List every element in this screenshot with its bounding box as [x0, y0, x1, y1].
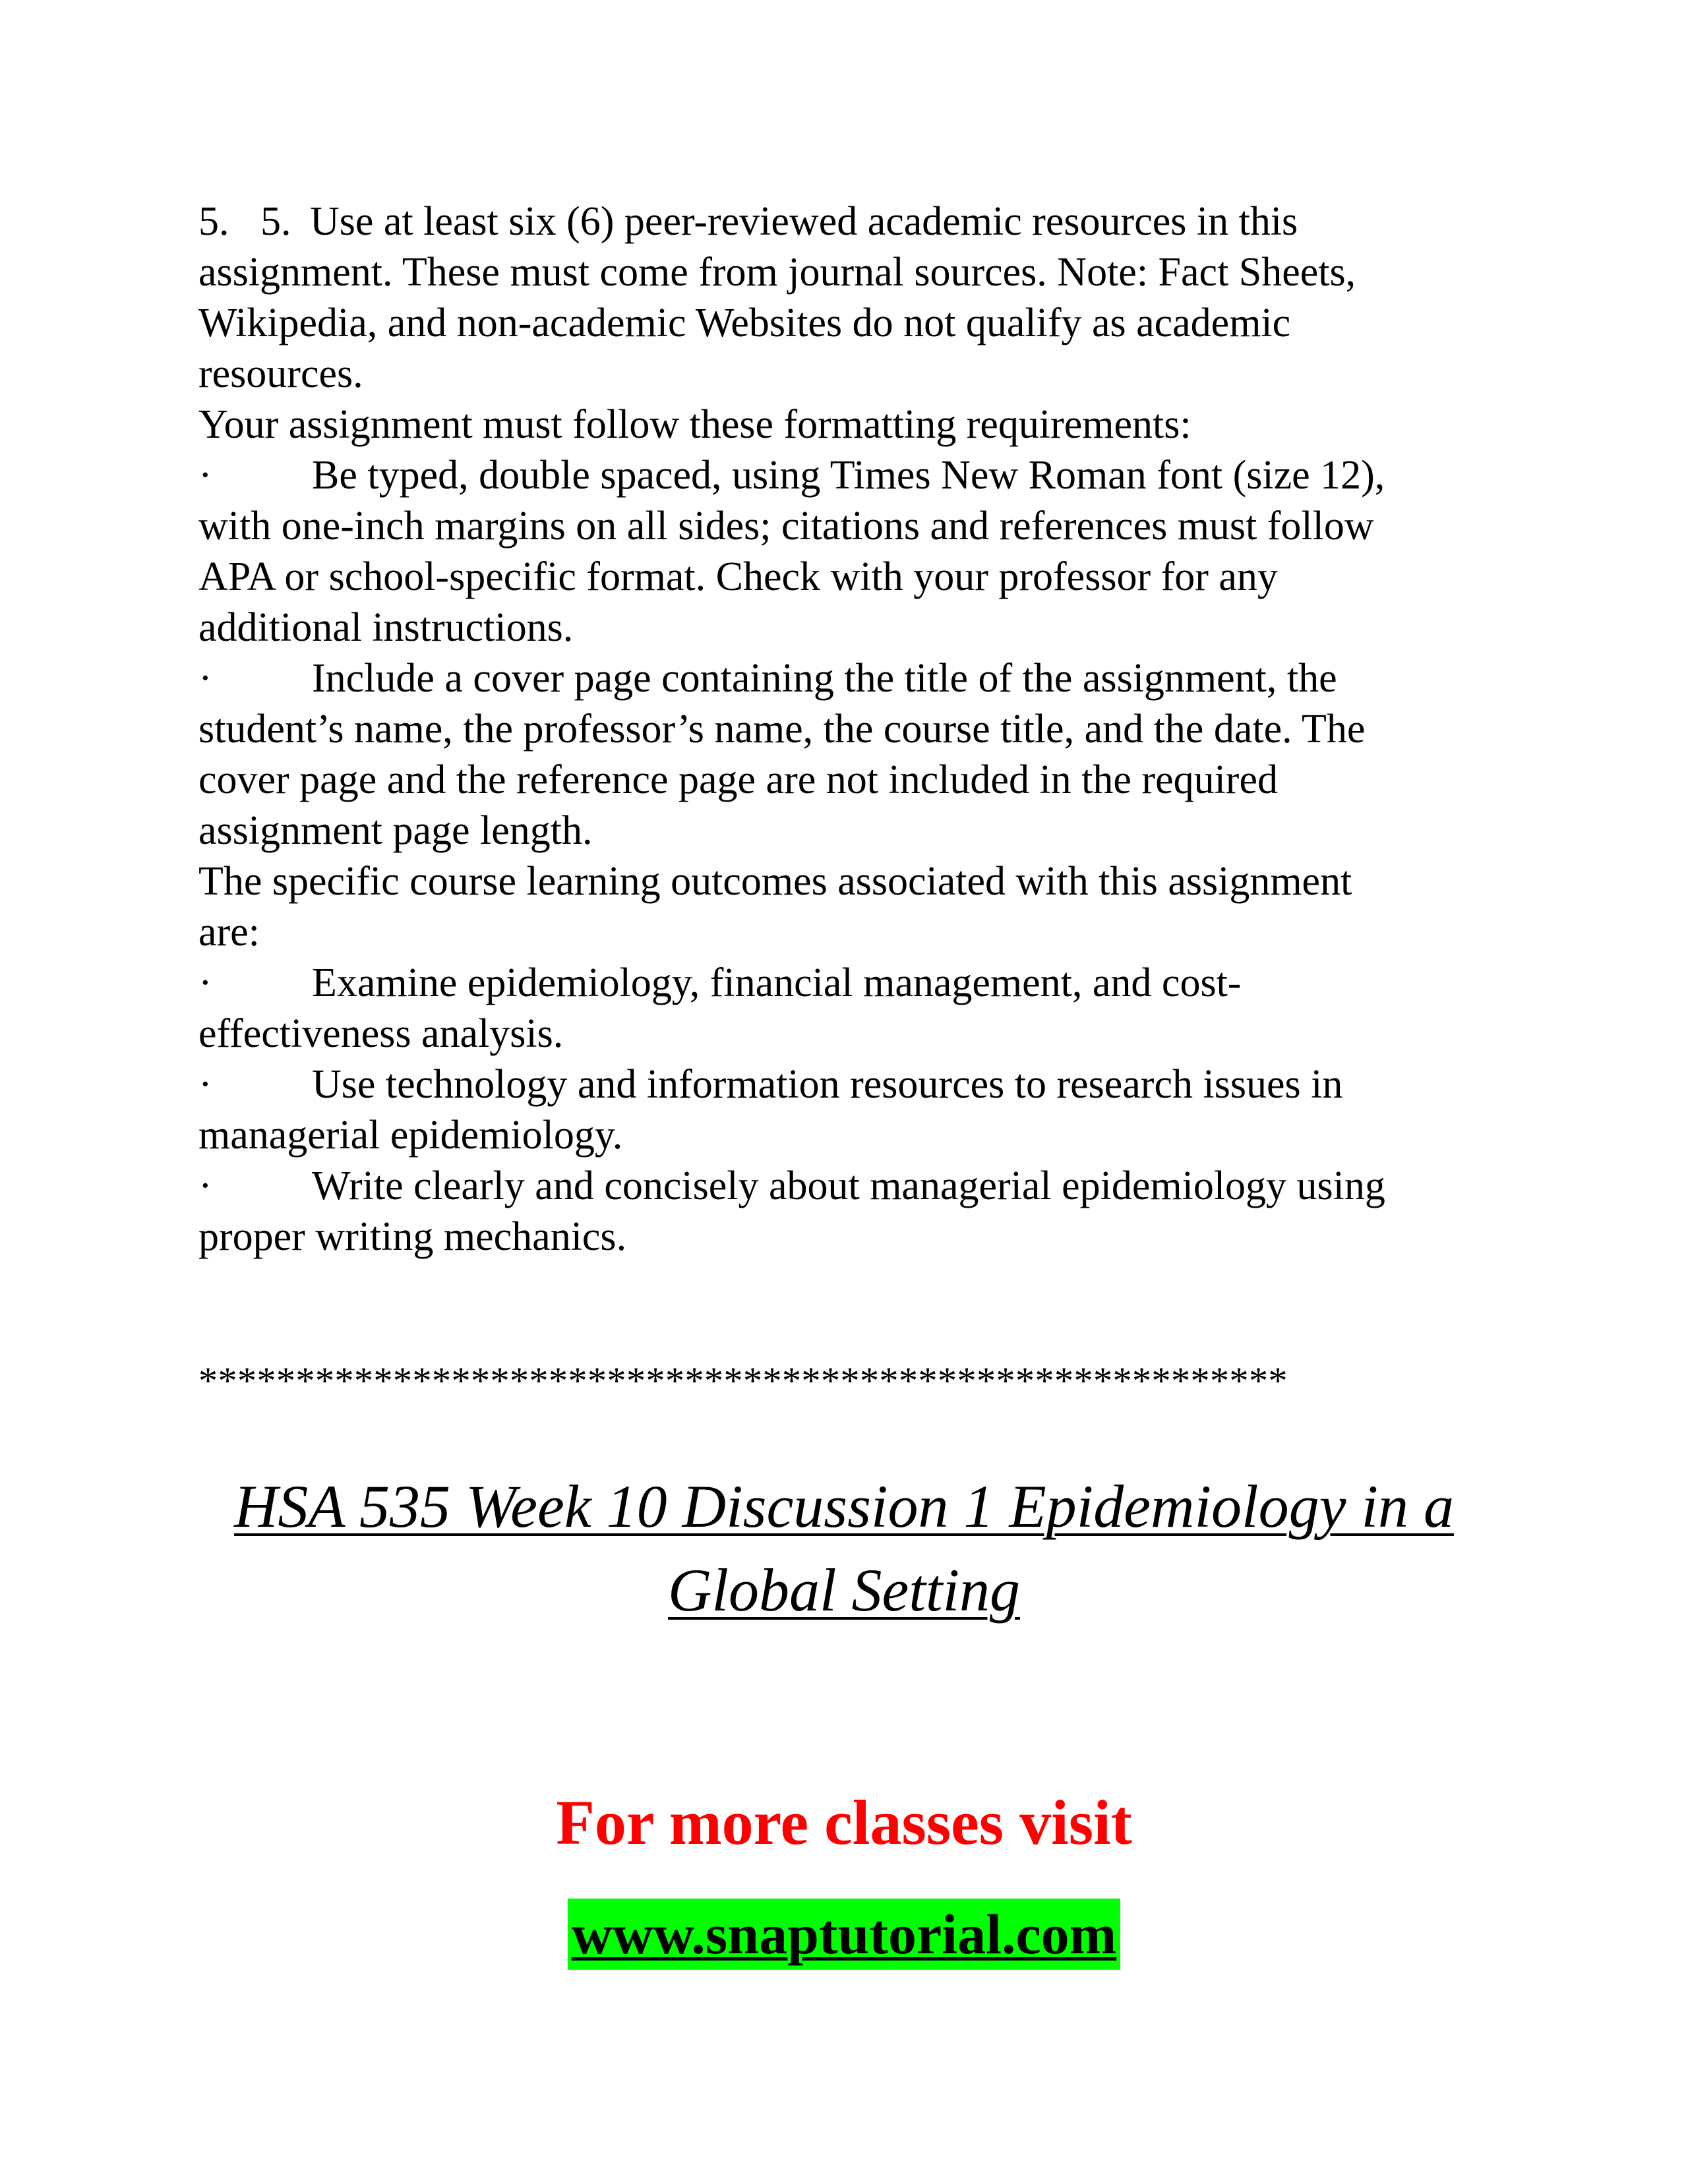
outcome-bullet-3-first: [198, 1161, 1511, 1212]
outcomes-intro-line-1: The specific course learning outcomes associated with this assignment: [198, 859, 1352, 904]
formatting-bullet-2-line-2: student’s name, the professor’s name, the course title, and the date. The: [198, 707, 1366, 752]
outcome-bullet-3-line-2: proper writing mechanics.: [198, 1214, 627, 1259]
item5-line-1: [198, 196, 1511, 247]
item5-text-1: Use at least six (6) peer-reviewed academic resources in this: [310, 199, 1298, 244]
body-text: [198, 196, 1511, 1262]
bullet-text: Be typed, double spaced, using Times New Roman font (size 12),: [312, 453, 1385, 498]
title-line-2: Global Setting: [667, 1556, 1021, 1624]
bullet-marker: ·: [198, 1164, 212, 1208]
formatting-bullet-1-line-4: additional instructions.: [198, 605, 574, 650]
website-link[interactable]: www.snaptutorial.com: [568, 1899, 1121, 1970]
item5-line-4: resources.: [198, 351, 363, 396]
cta-text: For more classes visit: [556, 1787, 1132, 1858]
formatting-bullet-2-line-3: cover page and the reference page are not included in the required: [198, 757, 1278, 802]
item5-line-3: Wikipedia, and non-academic Websites do not qualify as academic: [198, 301, 1291, 345]
bullet-marker: ·: [198, 656, 212, 701]
outcomes-intro-line-2: are:: [198, 910, 260, 955]
outcome-bullet-1-line-2: effectiveness analysis.: [198, 1011, 564, 1056]
bullet-marker: ·: [198, 453, 212, 498]
bullet-text: Use technology and information resources to research issues in: [312, 1062, 1343, 1107]
bullet-text: Examine epidemiology, financial management, and cost-: [312, 960, 1242, 1005]
item5-line-2: assignment. These must come from journal sources. Note: Fact Sheets,: [198, 250, 1356, 295]
title-line-1: HSA 535 Week 10 Discussion 1 Epidemiology in a: [233, 1473, 1455, 1540]
formatting-intro: Your assignment must follow these formatting requirements:: [198, 402, 1191, 447]
separator-stars: ********************************************************: [198, 1359, 1288, 1402]
outcome-bullet-1-first: [198, 958, 1511, 1009]
formatting-bullet-2-first: [198, 653, 1511, 704]
formatting-bullet-1-line-2: with one-inch margins on all sides; citations and references must follow: [198, 504, 1374, 548]
outcome-bullet-2-line-2: managerial epidemiology.: [198, 1113, 623, 1158]
item-number-a: 5.: [198, 199, 229, 244]
bullet-text: Write clearly and concisely about managerial epidemiology using: [312, 1164, 1385, 1208]
formatting-bullet-2-line-4: assignment page length.: [198, 808, 593, 853]
bullet-text: Include a cover page containing the title of the assignment, the: [312, 656, 1337, 701]
formatting-bullet-1-first: [198, 450, 1511, 501]
bullet-marker: ·: [198, 1062, 212, 1107]
item-number-b: 5.: [260, 199, 291, 244]
bullet-marker: ·: [198, 960, 212, 1005]
formatting-bullet-1-line-3: APA or school-specific format. Check with your professor for any: [198, 554, 1278, 599]
discussion-title: [132, 1465, 1556, 1632]
website-wrap: [0, 1899, 1688, 1970]
outcome-bullet-2-first: [198, 1059, 1511, 1110]
